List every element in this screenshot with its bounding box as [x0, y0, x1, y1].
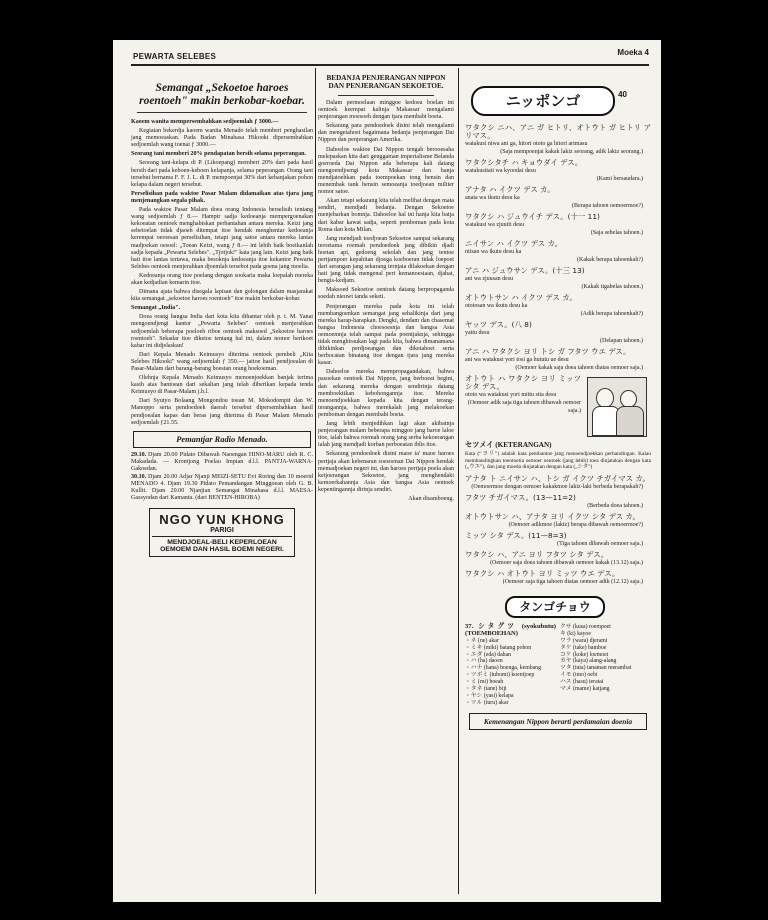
lesson-japanese: ワタクシ ニハ、アニ ガ ヒトリ、オトウト ガ ヒトリ アリマス。: [465, 123, 651, 140]
vocab-item: ・ハナ (hana) boenga, kembang: [465, 665, 541, 672]
lesson-line: [465, 267, 651, 291]
paragraph: Sekarang para pendoedoek disini telah mengalami dan mengetahoei bagaimana bedanja penjerangan Dai Nippon dan penjerangan Amerika.: [318, 123, 454, 144]
lesson-japanese: ワタクシ ハ ジュウイチ デス。(十一 11): [465, 212, 600, 221]
lesson-japanese: ニイサン ハ イクツ デス カ。: [465, 239, 562, 248]
exercise-translation: (Berbeda doea tahoen.): [587, 502, 643, 509]
tangocho-logo: タンゴチョウ: [505, 596, 605, 618]
paragraph: Dari Syutyo Bolaang Mongondou toean M. Mokodompit dan W. Manoppo serta pendoedoek daerah tersebut dipersembahkan hasil pendjoealan kapas dan beras jang diterima di Pasar Malam Menado sedjoemlah ƒ21.55.: [131, 398, 313, 426]
radio-date: 30.10.: [131, 474, 147, 481]
lesson-japanese: ヤッツ デス。(八 8): [465, 320, 532, 329]
vocab-item: ワラ (wara) djerami: [560, 637, 608, 644]
column-divider-2: [458, 68, 459, 894]
lesson-line: [465, 186, 651, 210]
nipponggo-logo: ニッポンゴ: [471, 86, 615, 116]
paragraph: Dahoeloe mereka mempropagandakan, bahwa pasoekan oentoek Dai Nippon, jang berboeat begini, dan sekarang mereka dengan sendirinja datang memboektikan kebohongannja itoe. Mereka menoendjoekkan kepada kita dengan terang-terangannja, bahwa merekalah jang melakoekan pemboman dengan membabi boeta.: [318, 369, 454, 418]
exercise-japanese: アナタ ト ニイサン ハ、トシ ガ イクツ チガイマス カ。: [465, 473, 650, 483]
lesson-romaji: niisan wa ikutu desu ka: [465, 249, 522, 255]
paragraph: Dahoeloe waktoe Dai Nippon tengah berooesaha melepaskan kita dari genggaman imperialisme Belanda goeroeda Dai Nippon ada beberapa kali datang mengoendjoengi kota Makassar dan hanja mendjatoehkan pada toempoekan tong bensin dan menembak tank bensin semoeanja toedjoean militer nomor satoe.: [318, 146, 454, 196]
vocab-item: ・ミ (mi) boeah: [465, 679, 504, 686]
newspaper-page: [113, 40, 661, 902]
lesson-japanese: アニ ハ ジュウサン デス。(十三 13): [465, 266, 585, 275]
vocab-item: ・ミキ (miki) batang pohon: [465, 644, 532, 651]
lesson-translation: (Berapa tahoen oemoermoe?): [572, 203, 643, 209]
article-title-semangat: Semangat „Sekoetoe haroes roentoeh" makin berkobar-koebar.: [137, 82, 307, 113]
child-body: [616, 406, 644, 436]
ad-place: PARIGI: [210, 527, 234, 535]
children-illustration: [587, 377, 647, 437]
lesson-japanese: アニ ハ ワタクシ ヨリ トシ ガ フタツ ウエ デス。: [465, 347, 631, 356]
subhead-india: Semangat „India".: [131, 305, 181, 312]
radio-text: Djam 20.00 Pidato Dibawah Naoengan HINO-MARU oleh R. C. Makadada. — Krontjong Poelau Impian d.l.l. PANTJA-WARNA-Gakoedan.: [131, 451, 313, 472]
vocab-item: ・ハ (ha) daoen: [465, 658, 503, 665]
keterangan-text: Kata (“ヨリ”) adalah kata pembantoe jang menoendjoekkan perbandingan. Kalau membandingkan toentoetia oemoer oentoek (jang lebih) toea dinjatakan dengan kata („ウエ”), dan jang moeda dinjatakan dengan kata („シタ”): [465, 451, 651, 471]
continued-note: Akan disamboeng.: [408, 495, 454, 502]
vocab-item: ・ネ (ne) akar: [465, 637, 499, 644]
lesson-translation: (Saja mempoenjai kakak lakiz seorang, adik lakiz seorang.): [500, 149, 643, 155]
lesson-translation: (Oemoer adik saja tiga tahoen dibawah oemoer saja.): [467, 400, 581, 414]
vocabulary-heading: 37. シタグツ (syokubutu) (TOEMBOEHAN): [465, 622, 556, 637]
exercise-translation: (Oemoermoe dengan oemoer kakakmoe lakiz-laki berbeda berapakah?): [471, 483, 643, 490]
exercise-line: [465, 551, 651, 567]
column-left: [131, 72, 313, 892]
paragraph: Maksoed Sekoetoe oentoek datang berpropaganda soedah nieuwt tanda seketi.: [318, 287, 454, 301]
lesson-romaji: ototosan wa ikutu desu ka: [465, 303, 528, 309]
paragraph: Kegiatan bekerdja kaoem wanita Menado telah memberi penghasilan jang memoeaskan. Pada Badan Minahasa Hikooki dipersembahkan sedjoemlah wang toenai ƒ 3000.—: [131, 128, 313, 149]
vocab-item: クサ (kusa) roempoet: [560, 623, 611, 630]
paragraph: Dari Kepala Menado Keimusyo diterima oentoek pembeli „Kita Selebes Hikooki" wang sedjoemlah ƒ 350.— jaitoe hasil pendjoealan di Pasar-Malam dari barang-barang boestan orang hoekoeman.: [131, 351, 313, 372]
article-title-bedanja: BEDANJA PENJERANGAN NIPPON DAN PENJERANGAN SEKOETOE.: [326, 74, 446, 90]
title-divider: [338, 95, 434, 96]
nipponggo-banner: [471, 80, 641, 118]
exercise-translation: (Tiga tahoen dibawah oemoer saja.): [557, 540, 643, 547]
exercise-translation: (Oemoer saja doea tahoen dibawah oemoer kakak (13.12) saja.): [490, 559, 643, 566]
lesson-japanese: アナタ ハ イクツ デス カ。: [465, 185, 555, 194]
header-rule: [131, 64, 649, 66]
lesson-line: [465, 321, 651, 345]
lesson-japanese: オトウトサン ハ イクツ デス カ。: [465, 293, 577, 302]
lesson-romaji: watakusi wa zjuuiti desu: [465, 222, 525, 228]
exercise-japanese: オトウトサン ハ、アナタ ヨリ イクツ シタ デス カ。: [465, 511, 640, 521]
paragraph: Dalam permoelaan minggoe kedoea boelan ini oentoek keempat kalinja Makassar mengalami penjerangan moesoeh dengan tjara membabi boeta.: [318, 100, 454, 121]
lesson-japanese: ワタクシタチ ハ キョウダイ デス。: [465, 158, 583, 167]
exercise-line: [465, 532, 651, 548]
paragraph: Dimana ajata bahwa disegala lapisan dan golongan dalam masjarakat kita semangat „sekoetoe haroes roentoeh" itoe makin berkobar-kobar.: [131, 289, 313, 303]
paragraph: Penjerangan mereka pada kota ini telah membangoenkan semangat jang sehalikinja dari jang mereka harap-harapkan. Dengki, dendam dan chasemat bangsa Indonesia choesoesnja dan bangsa Asia oemoemnja telah sampai pada poentjaknja, sehingga tidak menghiraukan lagi pada kita, bahwa dimanamana dibikinkan perdjoeangan dan diketahoei serta berbocatan binatang itoe dengan tjara jang mereka kasar.: [318, 303, 454, 367]
lesson-translation: (Adik berapa tahoenkah?): [580, 311, 643, 317]
exercise-line: [465, 513, 651, 529]
lesson-line: [465, 240, 651, 264]
radio-date: 29.10.: [131, 451, 147, 458]
paragraph: Jang mendjadi toedjoean Sekoetoe sampai sekarang teroetama roemah pendoedoek jang dibikin djadi hoetan api, gedoeng sekolah dan jang tentoe pertjampoer kepahitan djoega koeboeran tidak loepoet dari serangan jang sekarang ternjata dilakoekan dengan hati jang tidak mengenal peri kemanoesiaan, djahat, bengis-kedjam.: [318, 235, 454, 285]
lesson-romaji: ototo wa watakusi yori mittu sita desu: [465, 392, 557, 398]
vocab-item: ハス (hasu) teratai: [560, 679, 604, 686]
paragraph: Seorang tani-kelapa di P. (Likoepang) memberi 20% dari pada hasil bersih dari pada keboen-keboen kelapanja, selama peperangan. Orang tani tersebut bernama F. F. J. L. di P. mempoenjai 30% dari kebanjakan pohon kelapa dalam negeri tersebut.: [131, 160, 313, 188]
exercise-japanese: フタツ チガイマス。(13—11=2): [465, 492, 576, 502]
lesson-romaji: ani wa zjuusan desu: [465, 276, 514, 282]
lesson-translation: (Oemoer kakak saja doea tahoen diatas oemoer saja.): [515, 365, 643, 371]
lesson-line: [465, 348, 651, 372]
lesson-line: [465, 124, 651, 156]
vocabulary-left: [465, 624, 556, 707]
vocab-item: ツタ (tuta) tanaman merambat: [560, 665, 632, 672]
paragraph: Doea orang bangsa India dari kota kita dihantar oleh p. t. M. Yanai mengoendjengi kantor „Pewarta Selebes" oentoek menjerahkan sedjoemlah beberapa poeloeh riboe oentoek maksoed „Sekoetoe haroes roentoeh". Sekadar itoe diketoe tentang hal ini, dalam nomor berikoet kabar ini didjelaskan!: [131, 314, 313, 349]
lesson-romaji: anata wa ikutu desu ka: [465, 195, 520, 201]
vocab-item: ・タネ (tane) biji: [465, 686, 507, 693]
paragraph: Sekarang pendoedoek disini maoe ta' maoe haroes pertjaja akan kebenaran soesoenan Dai Nippon hendak memadjoekan negeri ini, dan haroes pertjaja poela akan ketjoerangan Sekoetoe, jang menghendaki kemoerkahannja Asia dan bangsa Asia oentoek kepentingannja dirinja sendiri.: [318, 451, 454, 493]
vocab-item: カヤ (kaya) alang-alang: [560, 658, 617, 665]
lesson-translation: (Kakak berapa tahoenkah?): [577, 257, 643, 263]
keterangan-title: セツメイ (KETERANGAN): [465, 441, 552, 449]
paragraph: Akan tetapi sekarang kita telah melihat dengan mata sendiri, mendjadi bedanja. Dengan Sekoetoe menjebarkan bomnja. Dahoeloe hal ini hanja kita batja dari kabar kawat sadja, seperti pemboman pada kota Roma dan kota Milan.: [318, 198, 454, 233]
exercise-line: [465, 570, 651, 586]
vocab-item: ・ツル (turu) akar: [465, 699, 509, 706]
vocab-item: タケ (take) bamboe: [560, 644, 607, 651]
child-head: [596, 388, 614, 408]
paragraph: Kedoeanja orang itoe poelang dengan sookaria maka loepalah mereka akan kedjadian kemarin itoe.: [131, 272, 313, 286]
lesson-translation: (Kami bersaudara.): [596, 176, 643, 182]
lesson-romaji: yattu desu: [465, 330, 490, 336]
vocab-item: ・エダ (eda) dahan: [465, 651, 512, 658]
exercise-translation: (Oemoer saja tiga tahoen diatas oemoer adik (12.12) saja.): [502, 578, 643, 585]
lesson-translation: (Delapan tahoen.): [600, 338, 643, 344]
ad-shop-name: NGO YUN KHONG: [159, 512, 285, 528]
lesson-translation: (Kakak tigabelas tahoen.): [581, 284, 643, 290]
vocab-item: ・ヤシ (yasi) kelapa: [465, 692, 514, 699]
radio-text: Djam 20.00 Adjar Njanji MEIZI-SETU Evi Roring dan 10 moerid MENADO 4. Djam 19.30 Pidato Pemandangan Minggoean oleh G. B. Kullit. Djam 20.00 Njanjian Semangat Minahasa d.l.l. MAESA-Gassyodan dari Kamanta. (dari BENTEN-HIROBA): [131, 474, 313, 502]
page-number: Moeka 4: [617, 48, 649, 57]
lesson-romaji: ani wa watakusi yori tosi ga hututu ue desu: [465, 357, 569, 363]
tangocho-banner: [505, 594, 651, 620]
exercise-japanese: ワタクシ ハ、アニ ヨリ フタツ シタ デス。: [465, 549, 609, 559]
exercise-line: [465, 494, 651, 510]
lesson-romaji: watakusi niwa ani ga, hitori ototo ga hitori arimasu: [465, 141, 588, 147]
lesson-line: [465, 159, 651, 183]
paragraph: Pada waktoe Pasar Malam doea orang Indonesia berselisih tentang wang sedjoemlah ƒ 8.— Hampir sadja kedoeanja mempergoenakan kekoeatan oentoek menghabiskan perbantahan antara mereka. Keizi jang sebetoelan tidak djaoeh ditempat itoe hendak menghentar kedoeanja kerempat oeroesan perselisihan, tetapi jang satoe antara mereka lantas madjoekan oesoel: „Toean Keizi, wang ƒ 8.— ini lebih baik boeikanlah sadja kepada „Pewarta Selebes". „Tjotjok!" kata jang lain. Keizi jang baik hati itoe lantas tertawa, maka besoknja kedoeanja itoe kekantor Pewarta Selebes oentoek menjerahkan djoemlah tersebot pada goena jang moelia.: [131, 207, 313, 270]
footer-slogan: Kemenangan Nippon berarti perdamaian doenia: [469, 713, 647, 730]
lesson-romaji: watakusitati wa kyoodai desu: [465, 168, 536, 174]
column-divider-1: [315, 68, 316, 894]
lesson-translation: (Saja sebelas tahoen.): [590, 230, 643, 236]
vocabulary-right: [556, 624, 651, 707]
column-right: [465, 72, 651, 892]
radio-entry: [131, 452, 313, 473]
vocab-item: キ (ki) kayoe: [560, 630, 591, 637]
page-header: [113, 40, 661, 64]
exercise-japanese: ワタクシ ハ オトウト ヨリ ミッツ ウエ デス。: [465, 568, 620, 578]
lesson-number: 40: [618, 90, 627, 99]
vocabulary-list: [465, 624, 651, 707]
ad-text: MENDJOEAL-BELI KEPERLOEAN OEMOEM DAN HASIL BOEMI NEGERI.: [152, 536, 292, 553]
lesson-japanese: オトウト ハ ワタクシ ヨリ ミッツ シタ デス。: [465, 374, 581, 391]
subhead-seorang-tani: Seorang tani memberi 20% pendapatan bersih selama peperangan.: [131, 151, 307, 158]
vocab-item: ・ツボミ (tubomi) koentjoep: [465, 672, 535, 679]
subhead-kaoem-wanita: Kaoem wanita mempersembahkan sedjoemlah ƒ 3000.—: [131, 119, 279, 125]
advertisement-box: [149, 508, 295, 557]
exercise-japanese: ミッツ シタ デス。(11—8=3): [465, 530, 567, 540]
radio-entry: [131, 474, 313, 502]
subhead-perselisihan: Perselisihan pada waktoe Pasar Malam didamaikan atas tjara jang menjenangkan segala pihak.: [131, 190, 313, 204]
paragraph: Jang lebih menjedihkan lagi akan akibatnja penjerangan malam beberapa minggoe jang baroe laloe itoe, ialah bahwa roemah orang jang serba kekoerangan ialah jang mendjadi korban perboeatan iblis itoe.: [318, 421, 454, 449]
paper-name: PEWARTA SELEBES: [133, 52, 217, 61]
vocab-item: マメ (mame) katjang: [560, 686, 610, 693]
exercise-translation: (Oemoer adikmoe (lakiz) berapa dibawah oemoermoe?): [508, 521, 643, 528]
radio-box-title: Pemantjar Radio Menado.: [133, 431, 311, 448]
lesson-line: [465, 294, 651, 318]
vocab-item: イモ (imo) oebi: [560, 672, 598, 679]
lesson-line: [465, 213, 651, 237]
exercise-line: [465, 475, 651, 491]
paragraph: Olehnja Kepala Menado Keimusyo menoenjoekkan banjak terima kasih atas bantoean dari sekalian jang telah diberikan kepada tenda Keimusyo di Pasar-Malam j.b.l.: [131, 375, 313, 396]
column-middle: [318, 72, 454, 892]
vocab-item: コケ (koke) loemoet: [560, 651, 609, 658]
